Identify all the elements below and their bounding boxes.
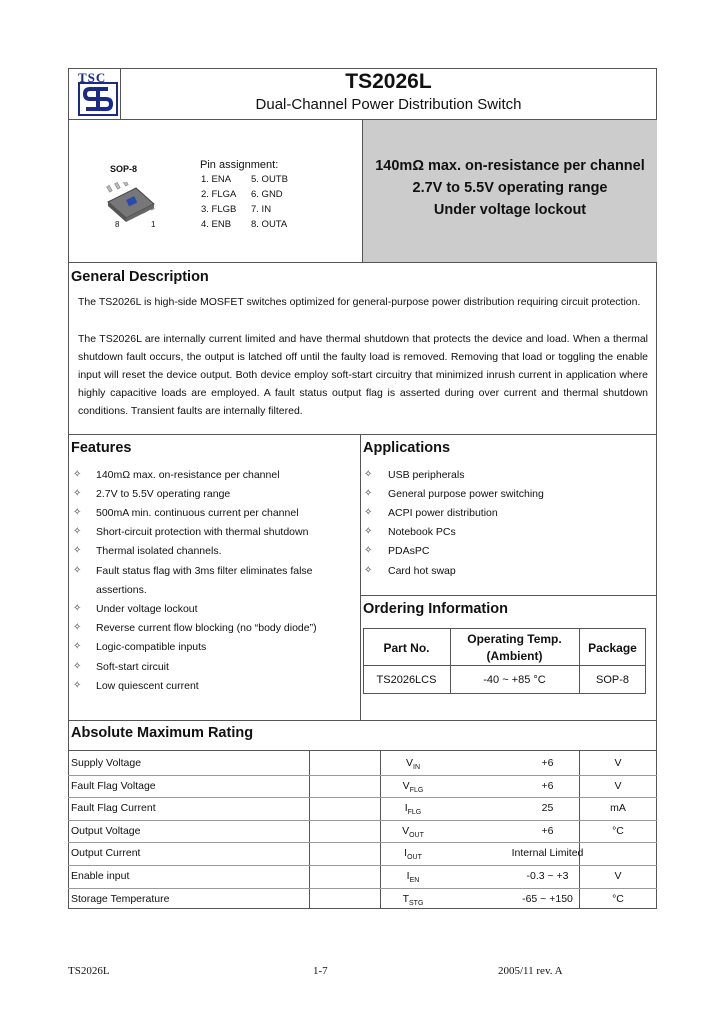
ordering-col-temp-sub: (Ambient) (486, 649, 543, 663)
table-divider (68, 820, 657, 821)
feature-item: 140mΩ max. on-resistance per channel (96, 469, 280, 481)
application-item: USB peripherals (388, 469, 465, 481)
table-divider (363, 665, 646, 666)
ordering-col-temp: Operating Temp. (467, 632, 562, 646)
amr-symbol (378, 893, 448, 907)
amr-unit: V (614, 779, 622, 792)
amr-row (68, 753, 657, 775)
amr-symbol-sub: EN (409, 877, 420, 885)
pin-item: 8. OUTA (251, 219, 288, 230)
pin-item: 6. GND (251, 189, 283, 200)
applications-heading: Applications (363, 440, 451, 456)
bullet-icon: ✧ (73, 469, 82, 480)
table-divider (68, 775, 657, 776)
ordering-col-package: Package (588, 641, 637, 655)
application-item: PDAsPC (388, 545, 430, 557)
amr-value: +6 (541, 779, 554, 792)
feature-item: 500mA min. continuous current per channel (96, 507, 299, 519)
bullet-icon: ✧ (73, 641, 82, 652)
application-item: Notebook PCs (388, 526, 456, 538)
amr-symbol-sub: STG (409, 899, 424, 907)
bullet-icon: ✧ (73, 526, 82, 537)
feature-item: assertions. (96, 584, 147, 596)
bullet-icon: ✧ (364, 545, 373, 556)
page-title: TS2026L (345, 70, 432, 93)
amr-value: +6 (541, 824, 554, 837)
amr-param: Output Voltage (71, 824, 141, 837)
general-description-heading: General Description (71, 269, 209, 285)
bullet-icon: ✧ (73, 507, 82, 518)
amr-value: -0.3 ~ +3 (526, 870, 569, 882)
amr-row (68, 889, 657, 911)
bullet-icon: ✧ (73, 488, 82, 499)
amr-row (68, 866, 657, 888)
amr-row (68, 843, 657, 865)
spec-line: Under voltage lockout (433, 202, 587, 218)
pin-assignment-title: Pin assignment: (200, 159, 279, 171)
table-divider (68, 865, 657, 866)
amr-symbol-sub: IN (413, 764, 420, 772)
amr-heading: Absolute Maximum Rating (71, 725, 254, 741)
amr-param: Fault Flag Voltage (71, 779, 156, 792)
spec-line: 2.7V to 5.5V operating range (412, 180, 608, 196)
feature-item: 2.7V to 5.5V operating range (96, 488, 231, 500)
amr-param: Supply Voltage (71, 757, 142, 769)
amr-symbol-sub: FLG (407, 809, 422, 817)
bullet-icon: ✧ (73, 565, 82, 576)
amr-symbol-main: V (402, 824, 410, 837)
pin-item: 2. FLGA (201, 189, 237, 200)
pin-item: 7. IN (251, 204, 272, 215)
amr-unit: mA (610, 802, 626, 815)
amr-unit: °C (612, 892, 624, 905)
bullet-icon: ✧ (364, 565, 373, 576)
logo-text: TSC (78, 70, 107, 85)
amr-value: +6 (541, 757, 554, 769)
bullet-icon: ✧ (364, 507, 373, 518)
pin-item: 5. OUTB (251, 174, 288, 185)
amr-value: -65 ~ +150 (522, 892, 573, 905)
table-divider (68, 750, 657, 751)
footer-revision: 2005/11 rev. A (498, 965, 563, 977)
general-description-p2: The TS2026L are internally current limited and have thermal shutdown that protects the device and load. When a thermal shutdown fault occurs, the output is latched off until the faulty load is removed. Removing that load or toggling the enable input will reset the device output. Both device employ soft-start circuitry that minimized inrush current in application where highly capacitive loads are employed. A fault status output flag is asserted during over current and thermal shutdown conditions. Transient faults are internally filtered. (78, 333, 648, 417)
amr-symbol (378, 870, 448, 884)
package-label: SOP-8 (110, 164, 138, 174)
feature-item: Logic-compatible inputs (96, 641, 207, 653)
ordering-col-part: Part No. (383, 641, 430, 655)
amr-value: Internal Limited (511, 847, 584, 860)
application-item: General purpose power switching (388, 488, 544, 500)
amr-symbol (378, 847, 448, 861)
feature-item: Thermal isolated channels. (96, 545, 222, 557)
bullet-icon: ✧ (73, 661, 82, 672)
amr-symbol-main: I (404, 802, 408, 815)
pin-item: 1. ENA (201, 174, 232, 185)
bullet-icon: ✧ (73, 680, 82, 691)
amr-param: Storage Temperature (71, 892, 170, 905)
amr-symbol-sub: OUT (407, 854, 422, 862)
ordering-part: TS2026LCS (376, 674, 437, 686)
page-subtitle: Dual-Channel Power Distribution Switch (255, 96, 522, 113)
feature-item: Low quiescent current (96, 680, 199, 692)
amr-symbol (378, 780, 448, 794)
table-divider (68, 797, 657, 798)
ordering-package: SOP-8 (595, 674, 629, 686)
bullet-icon: ✧ (364, 488, 373, 499)
amr-param: Enable input (71, 870, 130, 882)
amr-symbol-main: T (402, 892, 410, 905)
amr-row (68, 798, 657, 820)
amr-symbol-main: I (404, 847, 408, 860)
divider (360, 595, 657, 596)
pin-item: 4. ENB (201, 219, 232, 230)
application-item: Card hot swap (388, 565, 456, 577)
tsc-logo-icon (78, 82, 118, 116)
bullet-icon: ✧ (73, 545, 82, 556)
amr-unit: °C (612, 824, 624, 837)
feature-item: Reverse current flow blocking (no “body diode”) (96, 622, 317, 634)
amr-row (68, 821, 657, 843)
amr-symbol (378, 825, 448, 839)
pin8-label: 8 (115, 220, 120, 229)
feature-item: Fault status flag with 3ms filter eliminates false (96, 565, 313, 577)
divider (68, 720, 657, 721)
feature-item: Short-circuit protection with thermal shutdown (96, 526, 309, 538)
footer-part: TS2026L (68, 965, 110, 977)
amr-symbol-main: I (406, 870, 410, 882)
general-description-p1: The TS2026L is high-side MOSFET switches optimized for general-purpose power distribution requiring circuit protection. (78, 296, 641, 308)
bullet-icon: ✧ (73, 622, 82, 633)
application-item: ACPI power distribution (388, 507, 498, 519)
feature-item: Under voltage lockout (96, 603, 198, 615)
feature-item: Soft-start circuit (96, 661, 169, 673)
amr-symbol (378, 757, 448, 771)
ordering-heading: Ordering Information (363, 601, 508, 617)
pin-item: 3. FLGB (201, 204, 237, 215)
spec-line: 140mΩ max. on-resistance per channel (375, 158, 645, 174)
amr-symbol (378, 802, 448, 816)
amr-row (68, 776, 657, 798)
amr-symbol-sub: OUT (409, 831, 424, 839)
bullet-icon: ✧ (364, 469, 373, 480)
amr-param: Fault Flag Current (71, 802, 156, 815)
amr-param: Output Current (71, 847, 141, 860)
footer-page: 1-7 (313, 965, 328, 977)
table-divider (68, 842, 657, 843)
bullet-icon: ✧ (364, 526, 373, 537)
pin1-label: 1 (151, 220, 156, 229)
divider (68, 434, 657, 435)
amr-value: 25 (541, 802, 554, 815)
amr-unit: V (614, 757, 622, 769)
table-divider (68, 888, 657, 889)
divider (360, 434, 361, 720)
amr-symbol-main: V (402, 779, 410, 792)
amr-unit: V (614, 870, 622, 882)
features-heading: Features (71, 440, 132, 456)
amr-symbol-main: V (405, 757, 413, 769)
divider (68, 262, 657, 263)
amr-symbol-sub: FLG (409, 786, 424, 794)
ordering-temp: -40 ~ +85 °C (483, 674, 546, 686)
bullet-icon: ✧ (73, 603, 82, 614)
